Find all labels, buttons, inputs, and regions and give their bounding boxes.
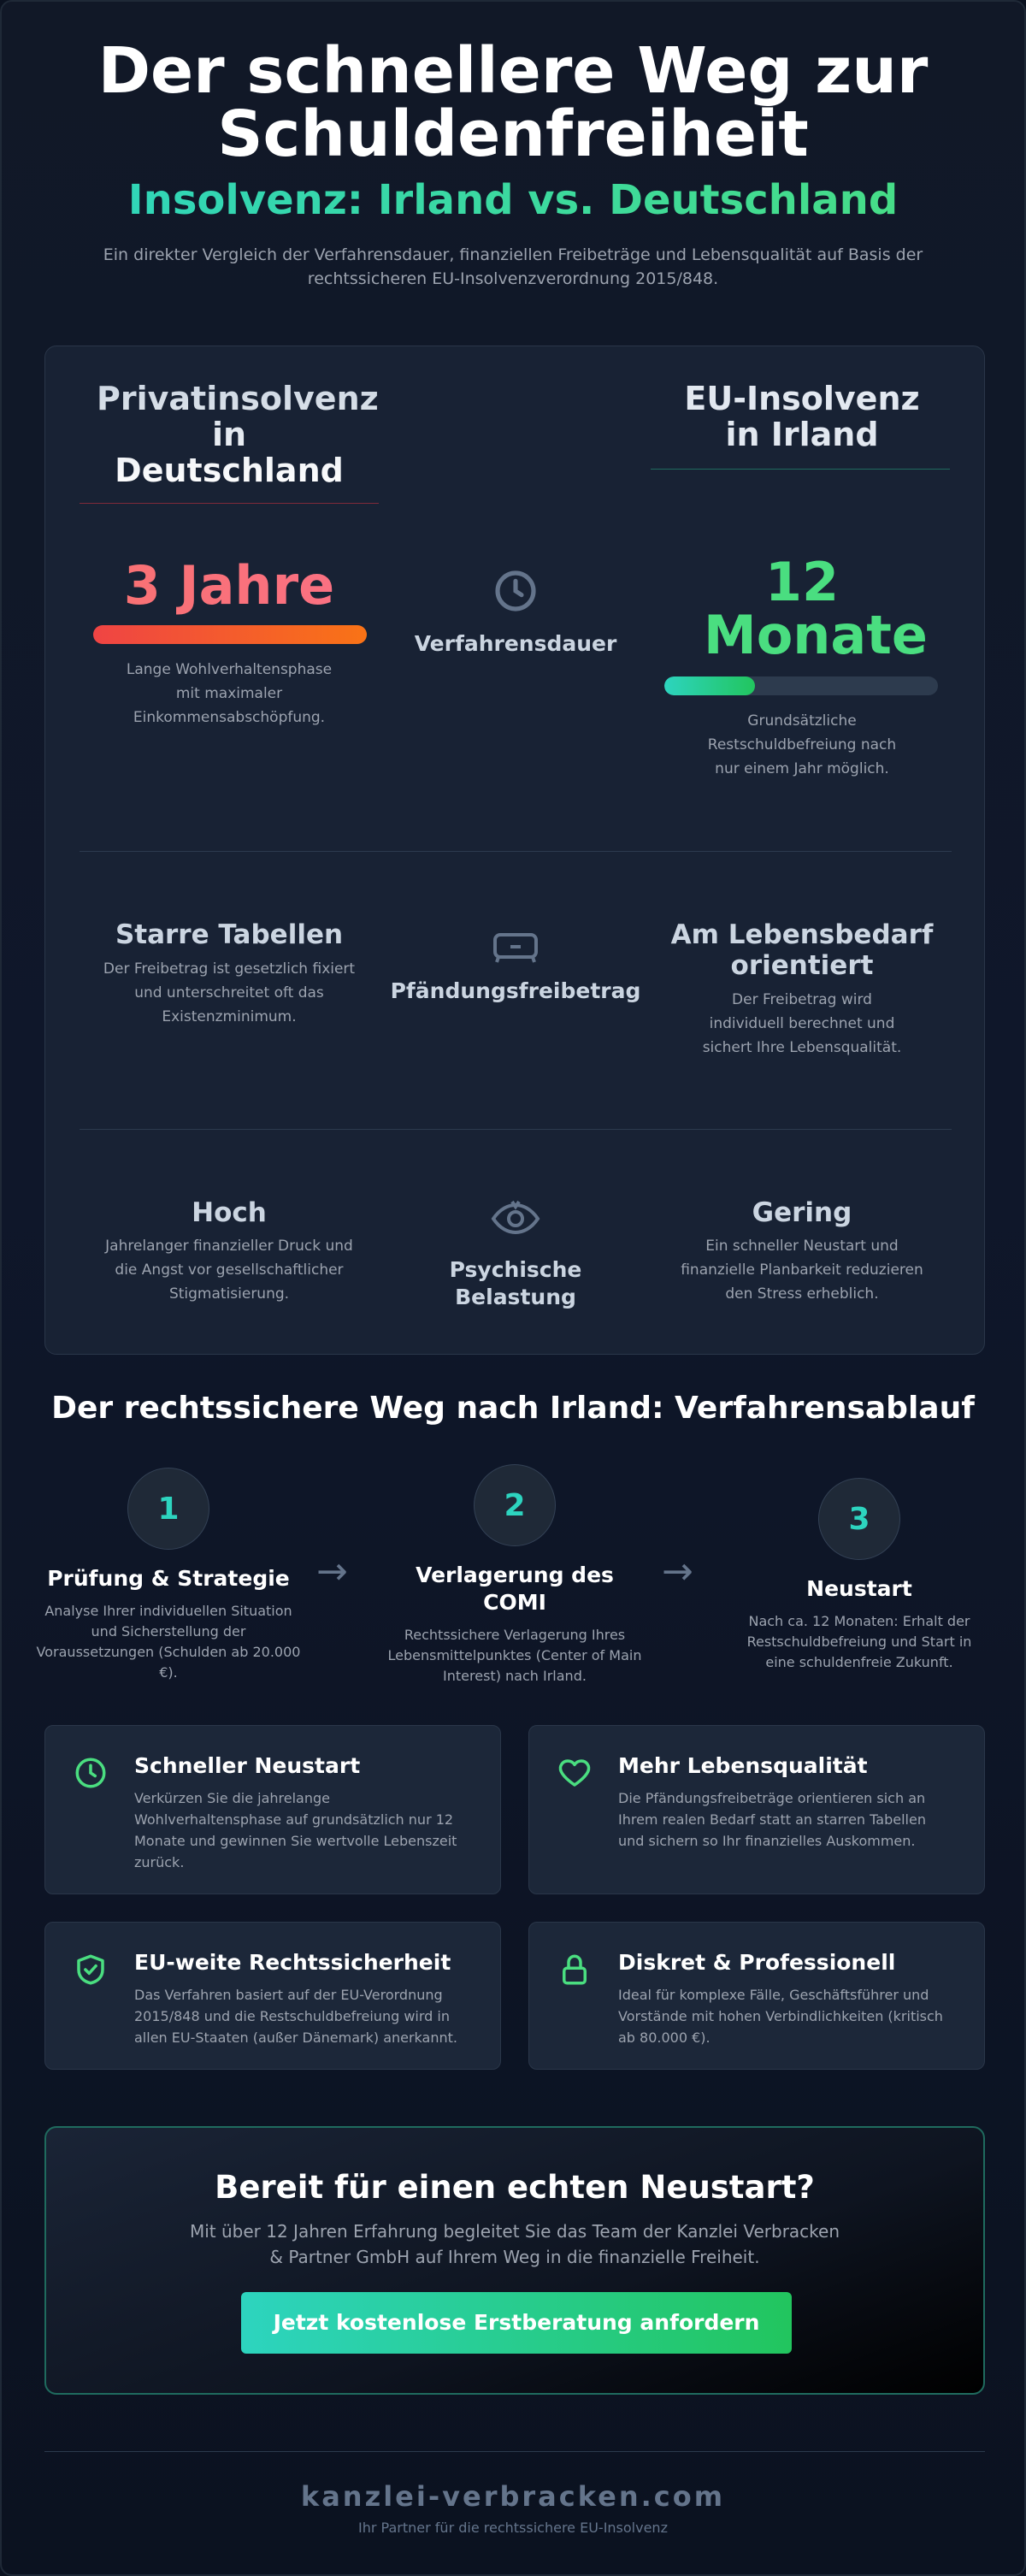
clock-icon bbox=[492, 567, 540, 618]
lock-icon bbox=[557, 1952, 593, 1991]
germany-stress-value: Hoch bbox=[192, 1197, 267, 1228]
step-title: Prüfung & Strategie bbox=[47, 1566, 290, 1591]
wallet-icon bbox=[492, 930, 540, 967]
cta-title: Bereit für einen echten Neustart? bbox=[215, 2169, 815, 2206]
feature-card bbox=[44, 1725, 501, 1894]
germany-exemption-value: Starre Tabellen bbox=[115, 919, 344, 950]
process-step bbox=[727, 1478, 992, 1673]
exemption-center bbox=[379, 930, 652, 1005]
footer-brand-link[interactable]: kanzlei-verbracken.com bbox=[300, 2480, 726, 2513]
row-separator bbox=[80, 851, 952, 852]
feature-desc: Verkürzen Sie die jahrelange Wohlverhaltensphase auf grundsätzlich nur 12 Monate und gewinnen Sie wertvolle Lebenszeit zurück. bbox=[134, 1790, 457, 1870]
feature-card bbox=[44, 1922, 501, 2070]
footer-divider bbox=[44, 2451, 985, 2452]
ireland-duration-value: 12 Monate bbox=[704, 551, 928, 666]
step-number: 2 bbox=[474, 1464, 556, 1546]
step-desc: Rechtssichere Verlagerung Ihres Lebensmittelpunktes (Center of Main Interest) nach Irland. bbox=[387, 1627, 642, 1684]
ireland-exemption-desc: Der Freibetrag wird individuell berechnet und sichert Ihre Lebensqualität. bbox=[702, 991, 902, 1056]
germany-duration-bar bbox=[93, 625, 367, 644]
germany-duration-desc: Lange Wohlverhaltensphase mit maximaler Einkommensabschöpfung. bbox=[126, 661, 333, 726]
arrow-right-icon: → bbox=[316, 1550, 348, 1593]
stress-center bbox=[379, 1200, 652, 1311]
process-title: Der rechtssichere Weg nach Irland: Verfahrensablauf bbox=[51, 1391, 975, 1426]
feature-title: Schneller Neustart bbox=[134, 1753, 361, 1778]
exemption-label: Pfändungsfreibetrag bbox=[390, 978, 641, 1003]
row-separator bbox=[80, 1129, 952, 1130]
cta-desc: Mit über 12 Jahren Erfahrung begleitet Sie das Team der Kanzlei Verbracken & Partner GmbH auf Ihrem Weg in die finanzielle Freiheit. bbox=[189, 2221, 840, 2267]
page-title: Der schnellere Weg zur Schuldenfreiheit bbox=[97, 34, 929, 171]
duration-center bbox=[379, 567, 652, 658]
feature-card bbox=[528, 1922, 985, 2070]
step-number: 3 bbox=[818, 1478, 900, 1560]
germany-duration-value: 3 Jahre bbox=[80, 556, 379, 616]
duration-label: Verfahrensdauer bbox=[414, 631, 617, 656]
comparison-card bbox=[44, 346, 985, 1355]
footer-tagline: Ihr Partner für die rechtssichere EU-Insolvenz bbox=[358, 2520, 668, 2536]
ireland-duration-desc: Grundsätzliche Restschuldbefreiung nach nur einem Jahr möglich. bbox=[707, 712, 897, 777]
feature-title: Diskret & Professionell bbox=[618, 1950, 896, 1975]
heart-icon bbox=[557, 1755, 593, 1794]
step-title: Verlagerung des COMI bbox=[416, 1563, 614, 1615]
step-desc: Nach ca. 12 Monaten: Erhalt der Restschuldbefreiung und Start in eine schuldenfreie Zukunft. bbox=[746, 1613, 972, 1670]
consultation-button[interactable]: Jetzt kostenlose Erstberatung anfordern bbox=[241, 2292, 792, 2354]
arrow-right-icon: → bbox=[662, 1550, 693, 1593]
ireland-divider bbox=[651, 469, 950, 470]
intro-text: Ein direkter Vergleich der Verfahrensdauer, finanziellen Freibeträge und Lebensqualität auf Basis der rechtssicheren EU-Insolvenzverordnung 2015/848. bbox=[103, 245, 923, 288]
germany-stress-desc: Jahrelanger finanzieller Druck und die Angst vor gesellschaftlicher Stigmatisierung. bbox=[105, 1238, 353, 1303]
germany-heading: Privatinsolvenz in Deutschland bbox=[80, 381, 379, 488]
ireland-heading: EU-Insolvenz in Irland bbox=[684, 380, 920, 453]
feature-desc: Das Verfahren basiert auf der EU-Verordnung 2015/848 und die Restschuldbefreiung wird in allen EU-Staaten (außer Dänemark) anerkannt. bbox=[134, 1987, 457, 2046]
cta-box bbox=[44, 2126, 985, 2395]
feature-title: Mehr Lebensqualität bbox=[618, 1753, 868, 1778]
ireland-duration-bar bbox=[664, 676, 938, 695]
ireland-duration-bar-fill bbox=[664, 676, 755, 695]
page-subtitle: Insolvenz: Irland vs. Deutschland bbox=[2, 176, 1024, 224]
shield-check-icon bbox=[73, 1952, 109, 1991]
clock-icon bbox=[73, 1755, 109, 1794]
feature-card bbox=[528, 1725, 985, 1894]
germany-exemption-desc: Der Freibetrag ist gesetzlich fixiert und unterschreitet oft das Existenzminimum. bbox=[103, 960, 356, 1025]
step-title: Neustart bbox=[806, 1576, 912, 1601]
stress-label: Psychische Belastung bbox=[449, 1257, 582, 1309]
ireland-stress-desc: Ein schneller Neustart und finanzielle Planbarkeit reduzieren den Stress erheblich. bbox=[681, 1238, 923, 1303]
ireland-stress-value: Gering bbox=[752, 1197, 852, 1228]
feature-title: EU-weite Rechtssicherheit bbox=[134, 1950, 451, 1975]
step-number: 1 bbox=[127, 1468, 209, 1550]
germany-divider bbox=[80, 503, 379, 504]
feature-desc: Ideal für komplexe Fälle, Geschäftsführer und Vorstände mit hohen Verbindlichkeiten (kritisch ab 80.000 €). bbox=[618, 1987, 943, 2046]
step-desc: Analyse Ihrer individuellen Situation und Sicherstellung der Voraussetzungen (Schulden ab 20.000 €). bbox=[36, 1603, 301, 1681]
process-step bbox=[382, 1464, 647, 1687]
ireland-exemption-value: Am Lebensbedarf orientiert bbox=[670, 919, 934, 981]
process-step bbox=[36, 1468, 301, 1683]
eye-icon bbox=[490, 1200, 541, 1241]
feature-desc: Die Pfändungsfreibeträge orientieren sich an Ihrem realen Bedarf statt an starren Tabellen und sichern so Ihr finanzielles Auskommen. bbox=[618, 1790, 926, 1849]
